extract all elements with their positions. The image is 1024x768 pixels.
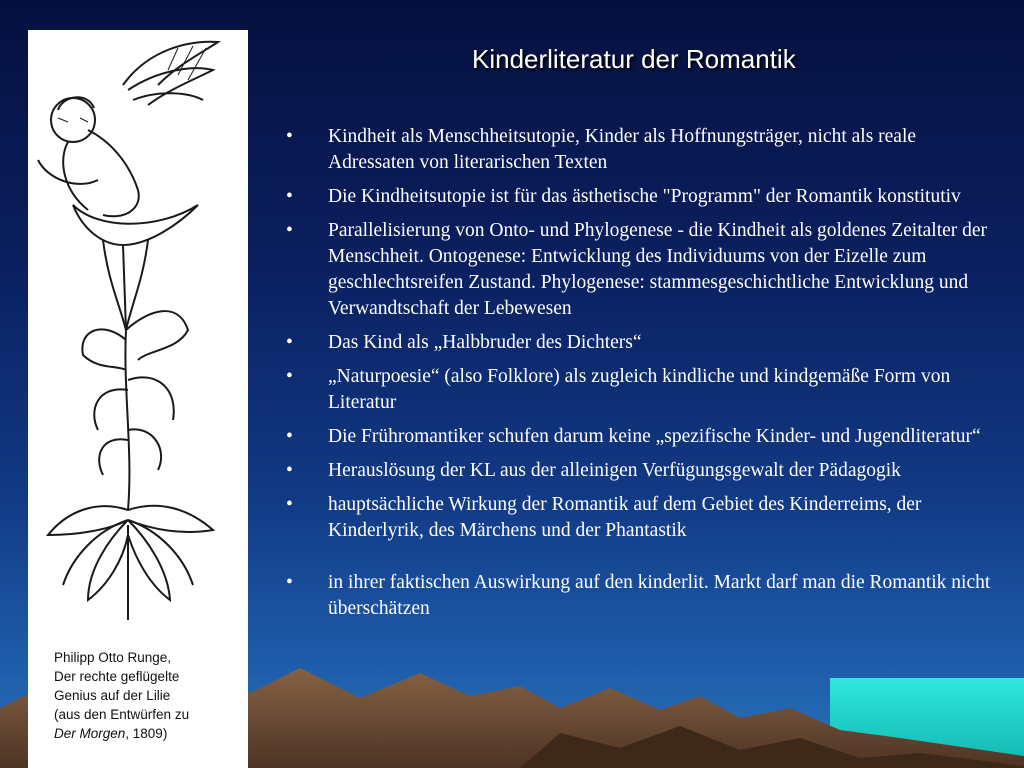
bullet-item	[282, 424, 997, 450]
bullet-item	[282, 330, 997, 356]
bullet-text: in ihrer faktischen Auswirkung auf den kinderlit. Markt darf man die Romantik nicht überschätzen	[328, 572, 991, 619]
caption-line: Philipp Otto Runge,	[54, 650, 172, 665]
bullet-icon: •	[286, 126, 293, 147]
bullet-icon: •	[286, 220, 293, 241]
slide-title: Kinderliteratur der Romantik	[472, 44, 796, 74]
bullet-item	[282, 458, 997, 484]
bullet-text: Das Kind als „Halbbruder des Dichters“	[328, 332, 642, 353]
bullet-text: „Naturpoesie“ (also Folklore) als zugleich kindliche und kindgemäße Form von Literatur	[328, 366, 951, 413]
caption-line: Der rechte geflügelte	[54, 669, 180, 684]
bullet-item	[282, 184, 997, 210]
bullet-icon: •	[286, 426, 293, 447]
caption-line-work	[54, 724, 244, 743]
runge-artwork	[28, 30, 248, 768]
bullet-text: Die Frühromantiker schufen darum keine „spezifische Kinder- und Jugendliteratur“	[328, 426, 981, 447]
bullet-icon: •	[286, 494, 293, 515]
bullet-item	[282, 492, 997, 544]
bullet-icon: •	[286, 460, 293, 481]
caption-work-year: , 1809)	[125, 726, 168, 741]
caption-line: Genius auf der Lilie	[54, 688, 171, 703]
bullet-icon: •	[286, 186, 293, 207]
artwork-caption	[54, 648, 244, 743]
winged-genius-illustration	[28, 30, 248, 640]
bullet-list	[282, 124, 997, 630]
bullet-text: Die Kindheitsutopie ist für das ästhetische "Programm" der Romantik konstitutiv	[328, 186, 961, 207]
bullet-item	[282, 124, 997, 176]
bullet-text: hauptsächliche Wirkung der Romantik auf dem Gebiet des Kinderreims, der Kinderlyrik, des Märchens und der Phantastik	[328, 494, 922, 541]
caption-line: (aus den Entwürfen zu	[54, 707, 190, 722]
bullet-item	[282, 364, 997, 416]
bullet-text: Herauslösung der KL aus der alleinigen Verfügungsgewalt der Pädagogik	[328, 460, 901, 481]
bullet-text: Parallelisierung von Onto- und Phylogenese - die Kindheit als goldenes Zeitalter der Menschheit. Ontogenese: Entwicklung des Individuums von der Eizelle zum geschlechtsreifen Zustand. Phylogenese: stammesgeschichtliche Entwicklung und Verwandtschaft der Lebewesen	[328, 220, 988, 319]
bullet-item	[282, 570, 997, 622]
bullet-item	[282, 218, 997, 322]
caption-work-title: Der Morgen	[54, 726, 126, 741]
bullet-icon: •	[286, 332, 293, 353]
bullet-text: Kindheit als Menschheitsutopie, Kinder als Hoffnungsträger, nicht als reale Adressaten von literarischen Texten	[328, 126, 917, 173]
bullet-icon: •	[286, 366, 293, 387]
bullet-icon: •	[286, 572, 293, 593]
